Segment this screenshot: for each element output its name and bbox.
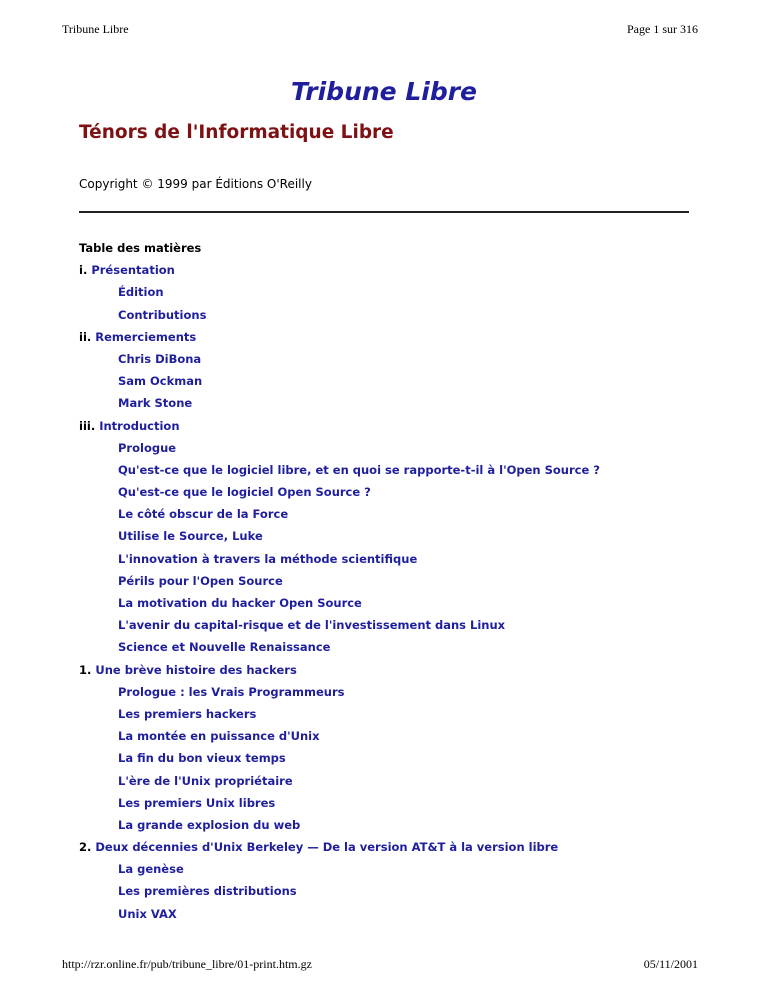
toc-entry-link[interactable]: La fin du bon vieux temps — [118, 751, 286, 766]
toc-entry — [79, 373, 699, 395]
toc-entry — [79, 617, 699, 639]
toc-entry — [79, 817, 699, 839]
toc-entry-link[interactable]: Une brève histoire des hackers — [95, 662, 297, 677]
toc-entry — [79, 262, 699, 284]
toc-entry — [79, 684, 699, 706]
toc-entry — [79, 573, 699, 595]
toc-entry — [79, 307, 699, 329]
toc-entry-number: iii. — [79, 418, 100, 433]
toc-entry — [79, 484, 699, 506]
toc-entry-link[interactable]: Introduction — [99, 418, 180, 433]
table-of-contents — [79, 240, 699, 928]
toc-entry — [79, 418, 699, 440]
book-subtitle: Ténors de l'Informatique Libre — [79, 122, 394, 143]
toc-entry — [79, 329, 699, 351]
toc-entry — [79, 506, 699, 528]
toc-entry-link[interactable]: Édition — [118, 285, 164, 300]
toc-entry — [79, 595, 699, 617]
toc-entry — [79, 440, 699, 462]
toc-entry-link[interactable]: La montée en puissance d'Unix — [118, 729, 320, 744]
toc-entry — [79, 284, 699, 306]
toc-entry-link[interactable]: La grande explosion du web — [118, 817, 301, 832]
toc-entry-link[interactable]: Science et Nouvelle Renaissance — [118, 640, 331, 655]
toc-entry-link[interactable]: Sam Ockman — [118, 374, 203, 389]
horizontal-rule — [79, 211, 689, 213]
toc-entry — [79, 551, 699, 573]
page-url: http://rzr.online.fr/pub/tribune_libre/01-print.htm.gz — [62, 957, 312, 971]
toc-entry — [79, 528, 699, 550]
toc-entry-link[interactable]: Chris DiBona — [118, 351, 202, 366]
toc-entry-link[interactable]: Périls pour l'Open Source — [118, 573, 283, 588]
toc-entry — [79, 351, 699, 373]
toc-entry-link[interactable]: La genèse — [118, 862, 184, 877]
toc-entry-link[interactable]: Unix VAX — [118, 906, 177, 921]
toc-entry-link[interactable]: Prologue — [118, 440, 177, 455]
toc-entry-link[interactable]: L'innovation à travers la méthode scientifique — [118, 551, 418, 566]
toc-entry-link[interactable]: Utilise le Source, Luke — [118, 529, 263, 544]
toc-entry-link[interactable]: Prologue : les Vrais Programmeurs — [118, 684, 345, 699]
toc-entry-link[interactable]: L'ère de l'Unix propriétaire — [118, 773, 293, 788]
toc-entry-link[interactable]: Les premières distributions — [118, 884, 297, 899]
toc-entry — [79, 839, 699, 861]
toc-entry-link[interactable]: Deux décennies d'Unix Berkeley — De la version AT&T à la version libre — [95, 840, 559, 855]
toc-entry — [79, 883, 699, 905]
toc-entry — [79, 795, 699, 817]
toc-entry-number: 1. — [79, 662, 96, 677]
toc-entry-link[interactable]: Contributions — [118, 307, 207, 322]
copyright-notice: Copyright © 1999 par Éditions O'Reilly — [79, 177, 312, 191]
toc-entry — [79, 728, 699, 750]
toc-entry-number: i. — [79, 263, 92, 278]
toc-entry-link[interactable]: Présentation — [91, 263, 175, 278]
toc-entry — [79, 462, 699, 484]
toc-entry-link[interactable]: Remerciements — [95, 329, 197, 344]
toc-entry — [79, 750, 699, 772]
toc-entry-link[interactable]: L'avenir du capital-risque et de l'investissement dans Linux — [118, 618, 506, 633]
toc-entry-link[interactable]: Qu'est-ce que le logiciel Open Source ? — [118, 485, 371, 500]
toc-entry-link[interactable]: Mark Stone — [118, 396, 193, 411]
toc-entry — [79, 662, 699, 684]
toc-entry-number: ii. — [79, 329, 96, 344]
toc-entry — [79, 861, 699, 883]
toc-entry-number: 2. — [79, 840, 96, 855]
toc-entry-link[interactable]: Les premiers hackers — [118, 706, 257, 721]
toc-entry — [79, 706, 699, 728]
toc-entry — [79, 906, 699, 928]
page-number: Page 1 sur 316 — [627, 22, 698, 36]
print-date: 05/11/2001 — [643, 957, 698, 971]
toc-heading: Table des matières — [79, 241, 202, 255]
toc-entry — [79, 639, 699, 661]
toc-entry-link[interactable]: Les premiers Unix libres — [118, 795, 276, 810]
toc-entry-link[interactable]: Le côté obscur de la Force — [118, 507, 289, 522]
toc-entry-link[interactable]: La motivation du hacker Open Source — [118, 596, 362, 610]
running-header-title: Tribune Libre — [62, 22, 129, 36]
toc-entry-link[interactable]: Qu'est-ce que le logiciel libre, et en quoi se rapporte-t-il à l'Open Source ? — [118, 462, 600, 477]
toc-entry — [79, 395, 699, 417]
toc-entry — [79, 773, 699, 795]
book-title: Tribune Libre — [290, 77, 478, 106]
